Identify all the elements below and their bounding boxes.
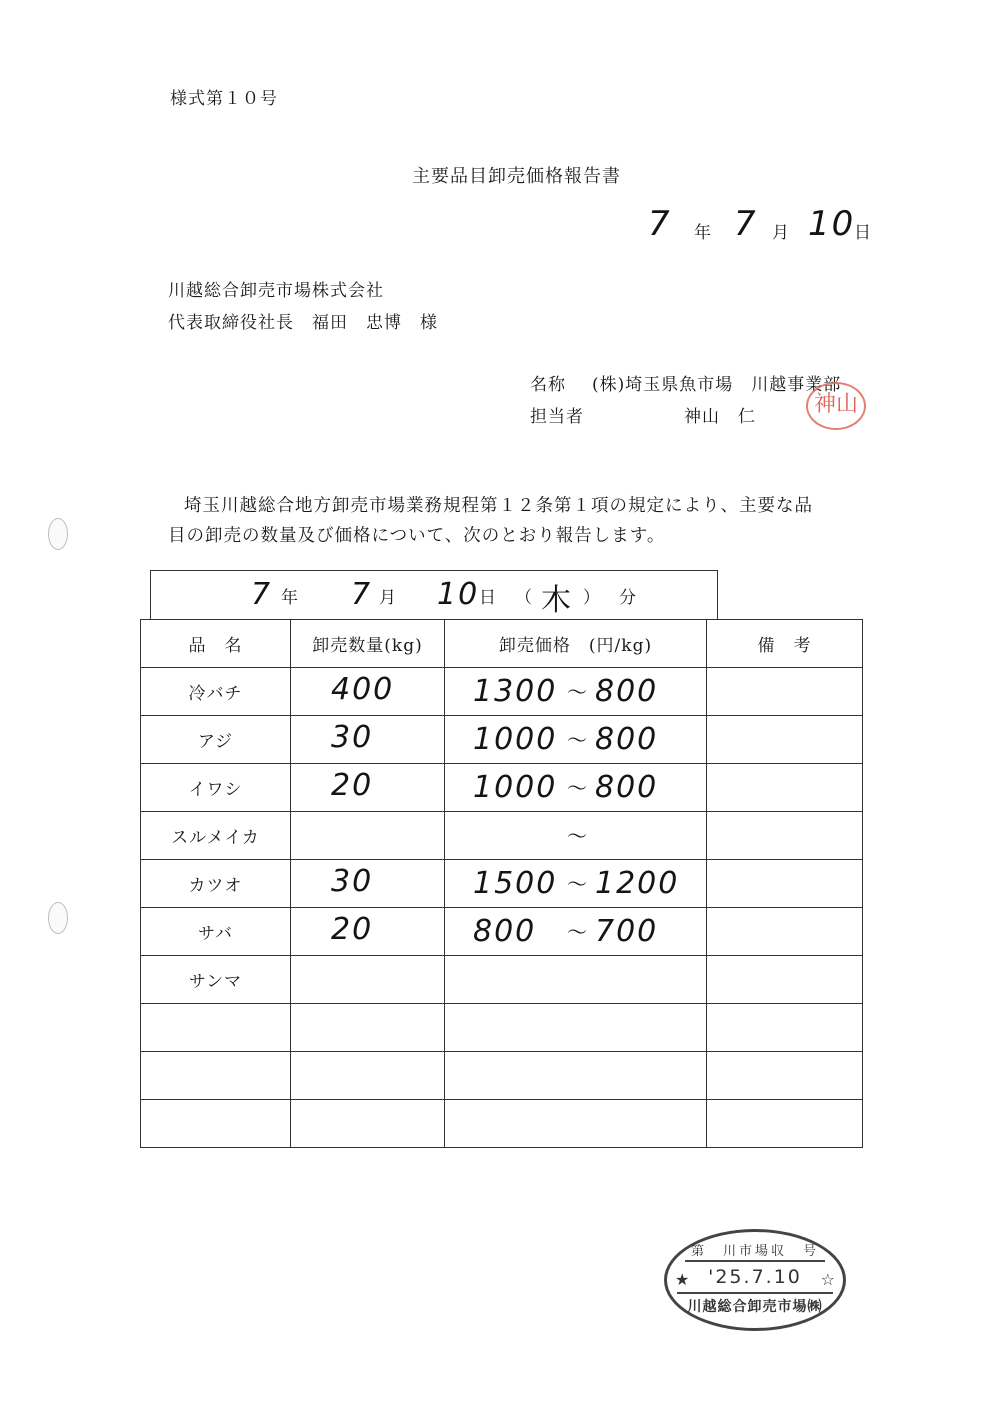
price-high: 1200 bbox=[595, 866, 680, 901]
report-day: 10 bbox=[808, 204, 856, 244]
header-remarks: 備 考 bbox=[707, 620, 863, 668]
punch-hole bbox=[48, 518, 68, 550]
report-year-unit: 年 bbox=[694, 223, 712, 243]
table-row bbox=[141, 668, 863, 716]
quantity-cell bbox=[291, 1052, 445, 1100]
price-separator: ～ bbox=[567, 824, 589, 848]
table-date-suffix: 分 bbox=[619, 588, 637, 608]
item-name: 冷バチ bbox=[141, 668, 291, 716]
table-month: 7 bbox=[351, 577, 373, 612]
price-report-table bbox=[140, 619, 863, 1148]
table-day: 10 bbox=[437, 577, 480, 612]
item-name bbox=[141, 1100, 291, 1148]
price-separator: ～ bbox=[567, 776, 589, 800]
addressee-person: 代表取締役社長 福田 忠博 様 bbox=[168, 313, 438, 333]
item-name: スルメイカ bbox=[141, 812, 291, 860]
form-number: 様式第１０号 bbox=[170, 89, 278, 109]
price-low: 1500 bbox=[473, 866, 558, 901]
punch-hole bbox=[48, 902, 68, 934]
table-weekday: 木 bbox=[541, 583, 573, 618]
price-low: 1300 bbox=[473, 674, 558, 709]
remarks-cell bbox=[707, 1100, 863, 1148]
table-row bbox=[141, 956, 863, 1004]
receipt-stamp bbox=[664, 1229, 846, 1331]
table-row bbox=[141, 908, 863, 956]
price-cell bbox=[445, 860, 707, 908]
remarks-cell bbox=[707, 812, 863, 860]
remarks-cell bbox=[707, 860, 863, 908]
table-year: 7 bbox=[251, 577, 273, 612]
price-separator: ～ bbox=[567, 920, 589, 944]
item-name bbox=[141, 1004, 291, 1052]
quantity-cell bbox=[291, 1100, 445, 1148]
stamp-divider bbox=[677, 1292, 833, 1294]
item-name: カツオ bbox=[141, 860, 291, 908]
header-quantity: 卸売数量(kg) bbox=[291, 620, 445, 668]
item-name: イワシ bbox=[141, 764, 291, 812]
remarks-cell bbox=[707, 1052, 863, 1100]
price-separator: ～ bbox=[567, 728, 589, 752]
stamp-top-text: 第 川市場収 号 bbox=[690, 1244, 819, 1259]
price-high: 700 bbox=[595, 914, 659, 949]
header-price: 卸売価格 (円/kg) bbox=[445, 620, 707, 668]
quantity-value: 30 bbox=[331, 864, 374, 899]
table-row bbox=[141, 764, 863, 812]
price-cell bbox=[445, 764, 707, 812]
sender-name-value: (株)埼玉県魚市場 川越事業部 bbox=[592, 375, 842, 395]
quantity-cell bbox=[291, 812, 445, 860]
price-low: 800 bbox=[473, 914, 537, 949]
sender-name-label: 名称 bbox=[530, 375, 566, 395]
price-cell bbox=[445, 668, 707, 716]
star-icon: ★ bbox=[675, 1270, 690, 1289]
quantity-cell bbox=[291, 1004, 445, 1052]
weekday-close-paren: ） bbox=[583, 588, 601, 608]
stamp-divider bbox=[685, 1260, 825, 1262]
remarks-cell bbox=[707, 764, 863, 812]
price-cell bbox=[445, 1052, 707, 1100]
quantity-cell bbox=[291, 764, 445, 812]
sender-contact-label: 担当者 bbox=[530, 407, 584, 427]
table-day-unit: 日 bbox=[479, 588, 497, 608]
quantity-cell bbox=[291, 716, 445, 764]
table-row bbox=[141, 812, 863, 860]
item-name bbox=[141, 1052, 291, 1100]
quantity-value: 20 bbox=[331, 912, 374, 947]
weekday-open-paren: （ bbox=[515, 588, 533, 608]
quantity-value: 20 bbox=[331, 768, 374, 803]
price-separator: ～ bbox=[567, 680, 589, 704]
sender-contact-value: 神山 仁 bbox=[684, 407, 756, 427]
price-cell bbox=[445, 908, 707, 956]
table-month-unit: 月 bbox=[379, 588, 397, 608]
quantity-value: 30 bbox=[331, 720, 374, 755]
stamp-bottom-text: 川越総合卸売市場㈱ bbox=[687, 1299, 823, 1315]
item-name: アジ bbox=[141, 716, 291, 764]
body-line-2: 目の卸売の数量及び価格について、次のとおり報告します。 bbox=[168, 526, 666, 546]
table-date-box bbox=[150, 570, 718, 620]
price-separator: ～ bbox=[567, 872, 589, 896]
item-name: サバ bbox=[141, 908, 291, 956]
table-row bbox=[141, 716, 863, 764]
remarks-cell bbox=[707, 716, 863, 764]
table-row bbox=[141, 860, 863, 908]
price-high: 800 bbox=[595, 722, 659, 757]
price-high: 800 bbox=[595, 770, 659, 805]
quantity-cell bbox=[291, 668, 445, 716]
star-icon: ☆ bbox=[820, 1270, 835, 1289]
stamp-date: '25.7.10 bbox=[708, 1266, 802, 1288]
quantity-cell bbox=[291, 860, 445, 908]
header-item: 品 名 bbox=[141, 620, 291, 668]
personal-seal: 神山 bbox=[806, 382, 866, 430]
item-name: サンマ bbox=[141, 956, 291, 1004]
remarks-cell bbox=[707, 668, 863, 716]
price-low: 1000 bbox=[473, 770, 558, 805]
price-high: 800 bbox=[595, 674, 659, 709]
report-month-unit: 月 bbox=[772, 223, 790, 243]
document-title: 主要品目卸売価格報告書 bbox=[412, 166, 621, 187]
report-year: 7 bbox=[648, 204, 672, 244]
quantity-cell bbox=[291, 956, 445, 1004]
price-cell bbox=[445, 1004, 707, 1052]
table-row bbox=[141, 1052, 863, 1100]
price-cell bbox=[445, 1100, 707, 1148]
price-cell bbox=[445, 956, 707, 1004]
table-row bbox=[141, 1004, 863, 1052]
addressee-company: 川越総合卸売市場株式会社 bbox=[168, 281, 384, 301]
remarks-cell bbox=[707, 1004, 863, 1052]
body-line-1: 埼玉川越総合地方卸売市場業務規程第１２条第１項の規定により、主要な品 bbox=[184, 496, 813, 516]
quantity-cell bbox=[291, 908, 445, 956]
report-month: 7 bbox=[734, 204, 758, 244]
table-header-row bbox=[141, 620, 863, 668]
quantity-value: 400 bbox=[331, 672, 395, 707]
price-cell bbox=[445, 716, 707, 764]
table-year-unit: 年 bbox=[281, 588, 299, 608]
report-day-unit: 日 bbox=[854, 223, 872, 243]
price-low: 1000 bbox=[473, 722, 558, 757]
remarks-cell bbox=[707, 956, 863, 1004]
remarks-cell bbox=[707, 908, 863, 956]
price-cell bbox=[445, 812, 707, 860]
table-row bbox=[141, 1100, 863, 1148]
